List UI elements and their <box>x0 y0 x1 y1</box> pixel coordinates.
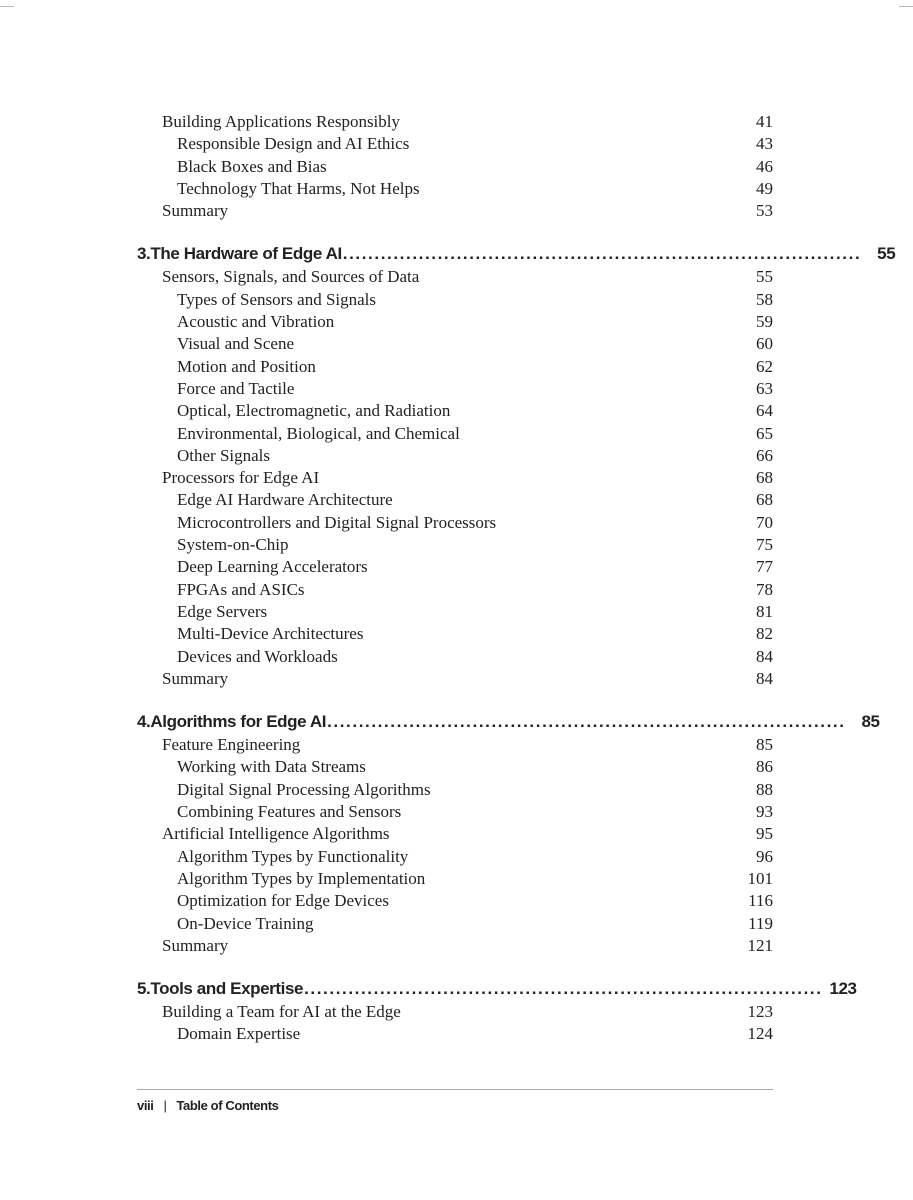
entry-page-number: 55 <box>756 267 773 287</box>
entry-title: Building Applications Responsibly <box>162 112 401 131</box>
toc-group <box>137 111 773 222</box>
toc-subsection <box>137 311 773 333</box>
crop-mark-right <box>899 0 913 7</box>
entry-title: Multi-Device Architectures <box>177 624 364 644</box>
chapter-title: Algorithms for Edge AI <box>150 712 327 732</box>
entry-page-number: 63 <box>756 378 773 398</box>
entry-page-number: 88 <box>756 779 773 799</box>
entry-title: Digital Signal Processing Algorithms <box>177 779 431 799</box>
entry-title: Algorithm Types by Implementation <box>177 868 426 888</box>
entry-title: Summary <box>162 935 229 955</box>
entry-title: Acoustic and Vibration <box>177 312 335 332</box>
entry-page-number: 101 <box>747 868 773 888</box>
toc-subsection <box>137 756 773 778</box>
toc-section <box>137 935 773 957</box>
entry-title: Building a Team for AI at the Edge <box>162 1002 401 1022</box>
leader-dots: .................................................................................. <box>304 979 823 999</box>
toc-subsection <box>137 779 773 801</box>
toc-group <box>137 710 880 957</box>
entry-title: Technology That Harms, Not Helps <box>177 178 420 198</box>
toc-subsection <box>137 133 773 155</box>
entry-title: Other Signals <box>177 445 271 465</box>
entry-page-number: 62 <box>756 356 773 376</box>
entry-title: Domain Expertise <box>177 1024 301 1044</box>
entry-page-number: 68 <box>756 468 773 488</box>
entry-title: Summary <box>162 201 229 221</box>
crop-mark-left <box>0 0 14 7</box>
toc-subsection <box>137 623 773 645</box>
entry-title: Processors for Edge AI <box>162 468 320 488</box>
toc-subsection <box>137 489 773 511</box>
entry-page-number: 85 <box>756 735 773 755</box>
entry-page-number: 124 <box>747 1024 773 1044</box>
entry-title: Motion and Position <box>177 356 316 376</box>
chapter-number: 3. <box>137 244 151 264</box>
entry-title: Optimization for Edge Devices <box>177 891 389 911</box>
entry-page-number: 123 <box>747 1002 773 1022</box>
chapter-heading <box>137 710 880 734</box>
toc-subsection <box>137 512 773 534</box>
entry-page-number: 68 <box>756 490 773 510</box>
toc-subsection <box>137 913 773 935</box>
toc-subsection <box>137 333 773 355</box>
entry-title: Optical, Electromagnetic, and Radiation <box>177 401 451 421</box>
toc-group <box>137 242 896 690</box>
entry-title: Microcontrollers and Digital Signal Processors <box>177 512 497 532</box>
entry-title: Deep Learning Accelerators <box>177 557 368 577</box>
entry-page-number: 84 <box>756 668 773 688</box>
entry-page-number: 77 <box>756 557 773 577</box>
toc-subsection <box>137 890 773 912</box>
toc-subsection <box>137 378 773 400</box>
footer-label: Table of Contents <box>176 1098 279 1113</box>
entry-page-number: 84 <box>756 646 773 666</box>
table-of-contents <box>137 111 896 1066</box>
entry-page-number: 78 <box>756 579 773 599</box>
entry-page-number: 65 <box>756 423 773 443</box>
toc-subsection <box>137 178 773 200</box>
entry-page-number: 53 <box>756 201 773 221</box>
toc-subsection <box>137 868 773 890</box>
toc-subsection <box>137 356 773 378</box>
entry-page-number: 121 <box>747 935 773 955</box>
entry-page-number: 70 <box>756 512 773 532</box>
entry-title: Working with Data Streams <box>177 757 366 777</box>
page-footer <box>137 1089 773 1113</box>
toc-subsection <box>137 289 773 311</box>
chapter-title-wrap <box>150 977 822 1001</box>
chapter-heading <box>137 977 857 1001</box>
entry-title: Types of Sensors and Signals <box>177 289 377 309</box>
entry-title: Edge AI Hardware Architecture <box>177 490 393 510</box>
toc-subsection <box>137 579 773 601</box>
toc-section <box>137 734 773 756</box>
toc-subsection <box>137 556 773 578</box>
entry-title: Black Boxes and Bias <box>177 156 327 176</box>
entry-page-number: 59 <box>756 312 773 332</box>
toc-section <box>137 200 773 222</box>
toc-subsection <box>137 801 773 823</box>
entry-page-number: 64 <box>756 401 773 421</box>
chapter-title: The Hardware of Edge AI <box>150 244 342 264</box>
toc-subsection <box>137 846 773 868</box>
entry-page-number: 82 <box>756 624 773 644</box>
entry-page-number: 116 <box>748 891 773 911</box>
toc-subsection <box>137 400 773 422</box>
entry-page-number: 46 <box>756 156 773 176</box>
entry-title: Feature Engineering <box>162 735 301 755</box>
entry-page-number: 43 <box>756 134 773 154</box>
entry-title: Environmental, Biological, and Chemical <box>177 423 460 443</box>
chapter-number: 4. <box>137 712 151 732</box>
entry-page-number: 119 <box>748 913 773 933</box>
toc-subsection <box>137 423 773 445</box>
toc-subsection <box>137 156 773 178</box>
entry-title: Artificial Intelligence Algorithms <box>162 824 390 844</box>
entry-page-number: 81 <box>756 601 773 621</box>
entry-page-number: 95 <box>756 824 773 844</box>
entry-page-number: 86 <box>756 757 773 777</box>
leader-dots: .................................................................................. <box>327 712 846 732</box>
entry-title: FPGAs and ASICs <box>177 579 305 599</box>
entry-page-number: 49 <box>756 178 773 198</box>
entry-page-number: 58 <box>756 289 773 309</box>
entry-page-number: 75 <box>756 535 773 555</box>
entry-page-number: 93 <box>756 802 773 822</box>
toc-subsection <box>137 601 773 623</box>
entry-page-number: 66 <box>756 445 773 465</box>
toc-group <box>137 977 857 1046</box>
chapter-number: 5. <box>137 979 151 999</box>
entry-title: Algorithm Types by Functionality <box>177 846 409 866</box>
entry-title: Responsible Design and AI Ethics <box>177 134 410 154</box>
toc-section <box>137 1001 773 1023</box>
entry-title: Visual and Scene <box>177 334 294 354</box>
chapter-title-wrap <box>150 242 861 266</box>
entry-title: Summary <box>162 668 229 688</box>
entry-title: Combining Features and Sensors <box>177 802 402 822</box>
chapter-title: Tools and Expertise <box>150 979 304 999</box>
footer-page-number: viii <box>137 1098 154 1113</box>
entry-title: Edge Servers <box>177 601 268 621</box>
toc-section <box>137 668 773 690</box>
toc-subsection <box>137 445 773 467</box>
entry-title: System-on-Chip <box>177 535 289 555</box>
toc-section <box>137 823 773 845</box>
leader-dots: .................................................................................. <box>342 244 862 264</box>
toc-subsection <box>137 646 773 668</box>
toc-section <box>137 266 773 288</box>
entry-page-number: 60 <box>756 334 773 354</box>
entry-page-number: 96 <box>756 846 773 866</box>
entry-page-number: 41 <box>756 112 773 131</box>
entry-title: Sensors, Signals, and Sources of Data <box>162 267 420 287</box>
toc-section <box>137 467 773 489</box>
entry-title: Force and Tactile <box>177 378 295 398</box>
chapter-page-number: 123 <box>829 979 857 999</box>
toc-section <box>137 111 773 133</box>
chapter-page-number: 85 <box>861 712 880 732</box>
footer-separator: | <box>163 1098 167 1113</box>
toc-subsection <box>137 534 773 556</box>
chapter-page-number: 55 <box>877 244 896 264</box>
chapter-heading <box>137 242 896 266</box>
entry-title: On-Device Training <box>177 913 314 933</box>
toc-subsection <box>137 1023 773 1045</box>
entry-title: Devices and Workloads <box>177 646 338 666</box>
chapter-title-wrap <box>150 710 845 734</box>
